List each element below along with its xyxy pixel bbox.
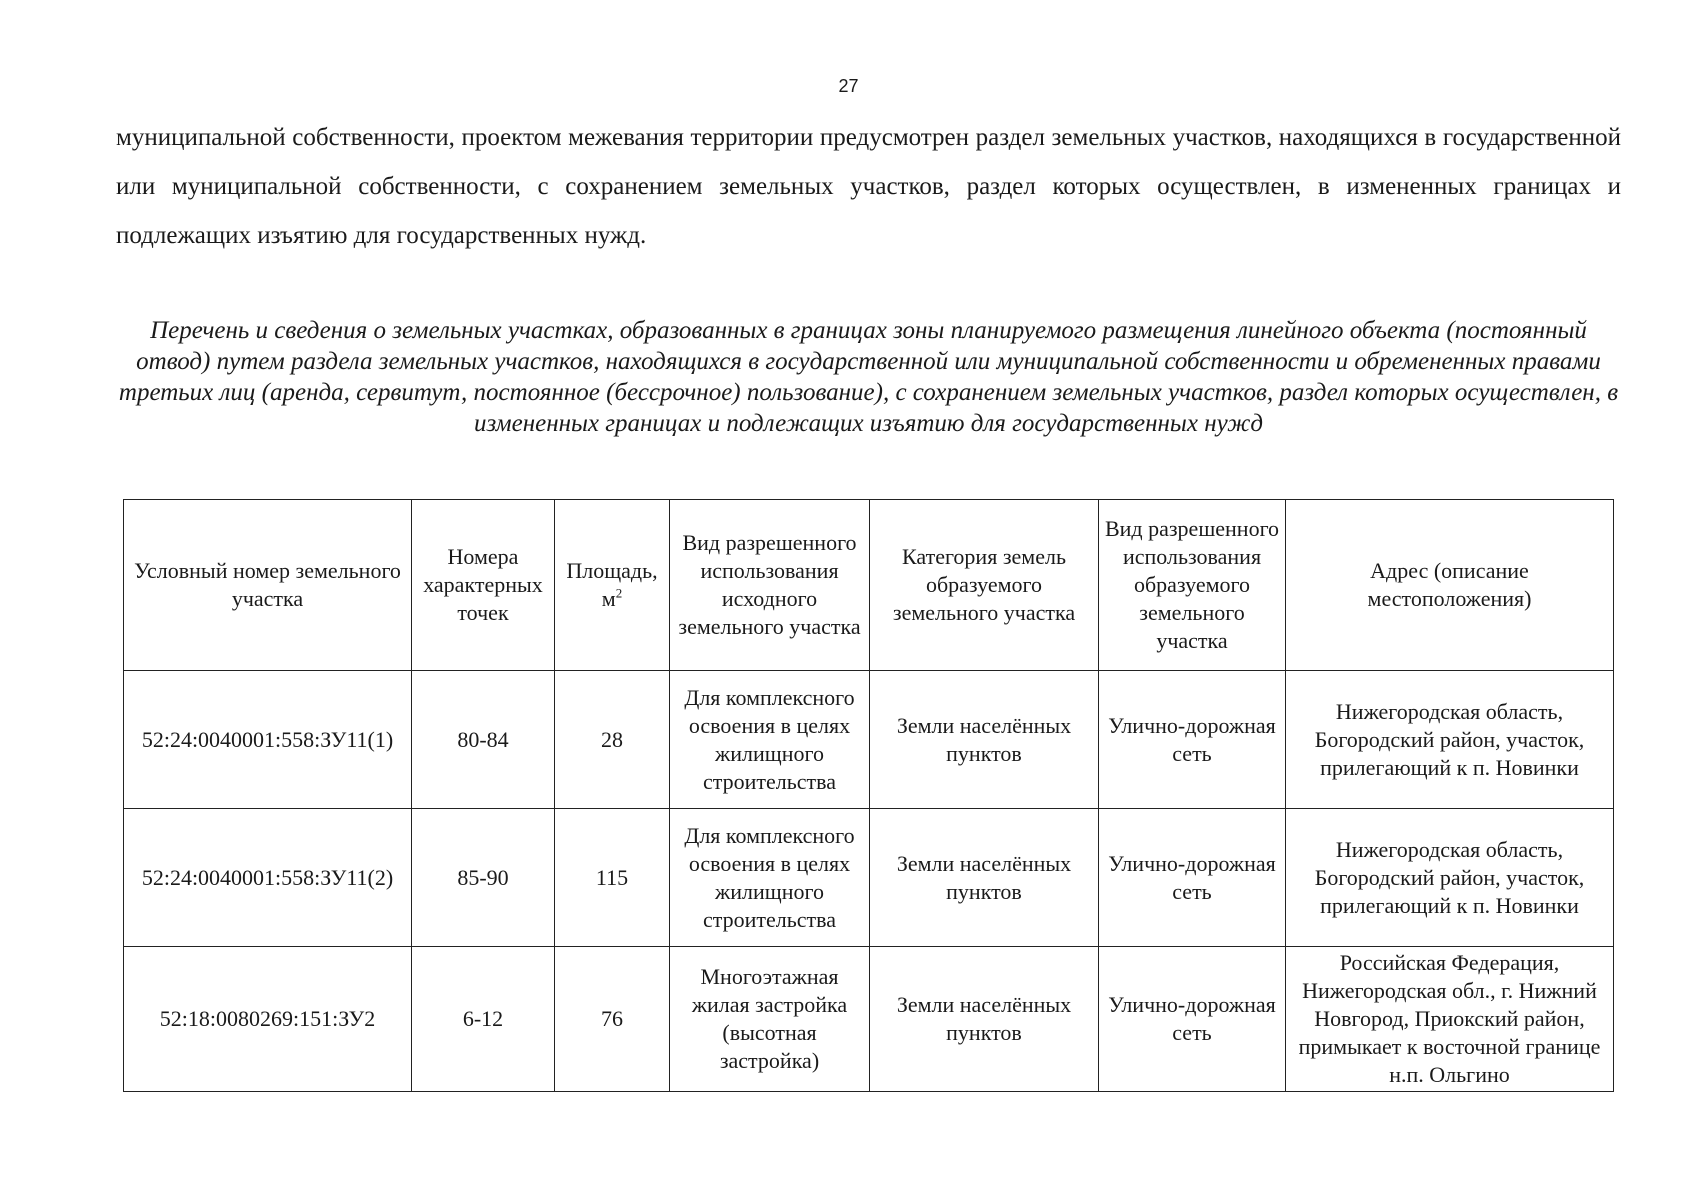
cell-category: Земли населённых пунктов xyxy=(870,809,1099,947)
table-row xyxy=(124,671,1614,809)
header-source-use: Вид разрешенного использования исходного земельного участка xyxy=(670,500,870,671)
land-plots-table xyxy=(123,499,1614,1092)
cell-points: 80-84 xyxy=(412,671,555,809)
cell-source-use: Многоэтажная жилая застройка (высотная застройка) xyxy=(670,947,870,1092)
header-number: Условный номер земельного участка xyxy=(124,500,412,671)
cell-address: Нижегородская область, Богородский район, участок, прилегающий к п. Новинки xyxy=(1286,671,1614,809)
header-new-use: Вид разрешенного использования образуемого земельного участка xyxy=(1099,500,1286,671)
table-caption: Перечень и сведения о земельных участках, образованных в границах зоны планируемого размещения линейного объекта (постоянный отвод) путем раздела земельных участков, находящихся в государственной или муниципальной собственности и обремененных правами третьих лиц (аренда, сервитут, постоянное (бессрочное) пользование), с сохранением земельных участков, раздел которых осуществлен, в измененных границах и подлежащих изъятию для государственных нужд xyxy=(118,317,1619,437)
page-number: 27 xyxy=(838,76,859,96)
header-points: Номера характерных точек xyxy=(412,500,555,671)
cell-source-use: Для комплексного освоения в целях жилищного строительства xyxy=(670,671,870,809)
cell-number: 52:18:0080269:151:ЗУ2 xyxy=(124,947,412,1092)
cell-new-use: Улично-дорожная сеть xyxy=(1099,947,1286,1092)
cell-new-use: Улично-дорожная сеть xyxy=(1099,671,1286,809)
cell-category: Земли населённых пунктов xyxy=(870,671,1099,809)
header-address: Адрес (описание местоположения) xyxy=(1286,500,1614,671)
cell-source-use: Для комплексного освоения в целях жилищного строительства xyxy=(670,809,870,947)
table-row xyxy=(124,809,1614,947)
header-area-sup: 2 xyxy=(615,585,623,601)
cell-address: Российская Федерация, Нижегородская обл., г. Нижний Новгород, Приокский район, примыкает к восточной границе н.п. Ольгино xyxy=(1286,947,1614,1092)
cell-address: Нижегородская область, Богородский район, участок, прилегающий к п. Новинки xyxy=(1286,809,1614,947)
cell-number: 52:24:0040001:558:ЗУ11(1) xyxy=(124,671,412,809)
cell-area: 76 xyxy=(555,947,670,1092)
cell-points: 6-12 xyxy=(412,947,555,1092)
cell-category: Земли населённых пунктов xyxy=(870,947,1099,1092)
header-area xyxy=(555,500,670,671)
table-header-row xyxy=(124,500,1614,671)
header-category: Категория земель образуемого земельного участка xyxy=(870,500,1099,671)
cell-new-use: Улично-дорожная сеть xyxy=(1099,809,1286,947)
header-area-label: Площадь, м xyxy=(566,558,658,611)
cell-area: 115 xyxy=(555,809,670,947)
cell-area: 28 xyxy=(555,671,670,809)
cell-points: 85-90 xyxy=(412,809,555,947)
table-row xyxy=(124,947,1614,1092)
body-paragraph: муниципальной собственности, проектом межевания территории предусмотрен раздел земельных участков, находящихся в государственной или муниципальной собственности, с сохранением земельных участков, раздел которых осуществлен, в измененных границах и подлежащих изъятию для государственных нужд. xyxy=(116,124,1621,249)
cell-number: 52:24:0040001:558:ЗУ11(2) xyxy=(124,809,412,947)
